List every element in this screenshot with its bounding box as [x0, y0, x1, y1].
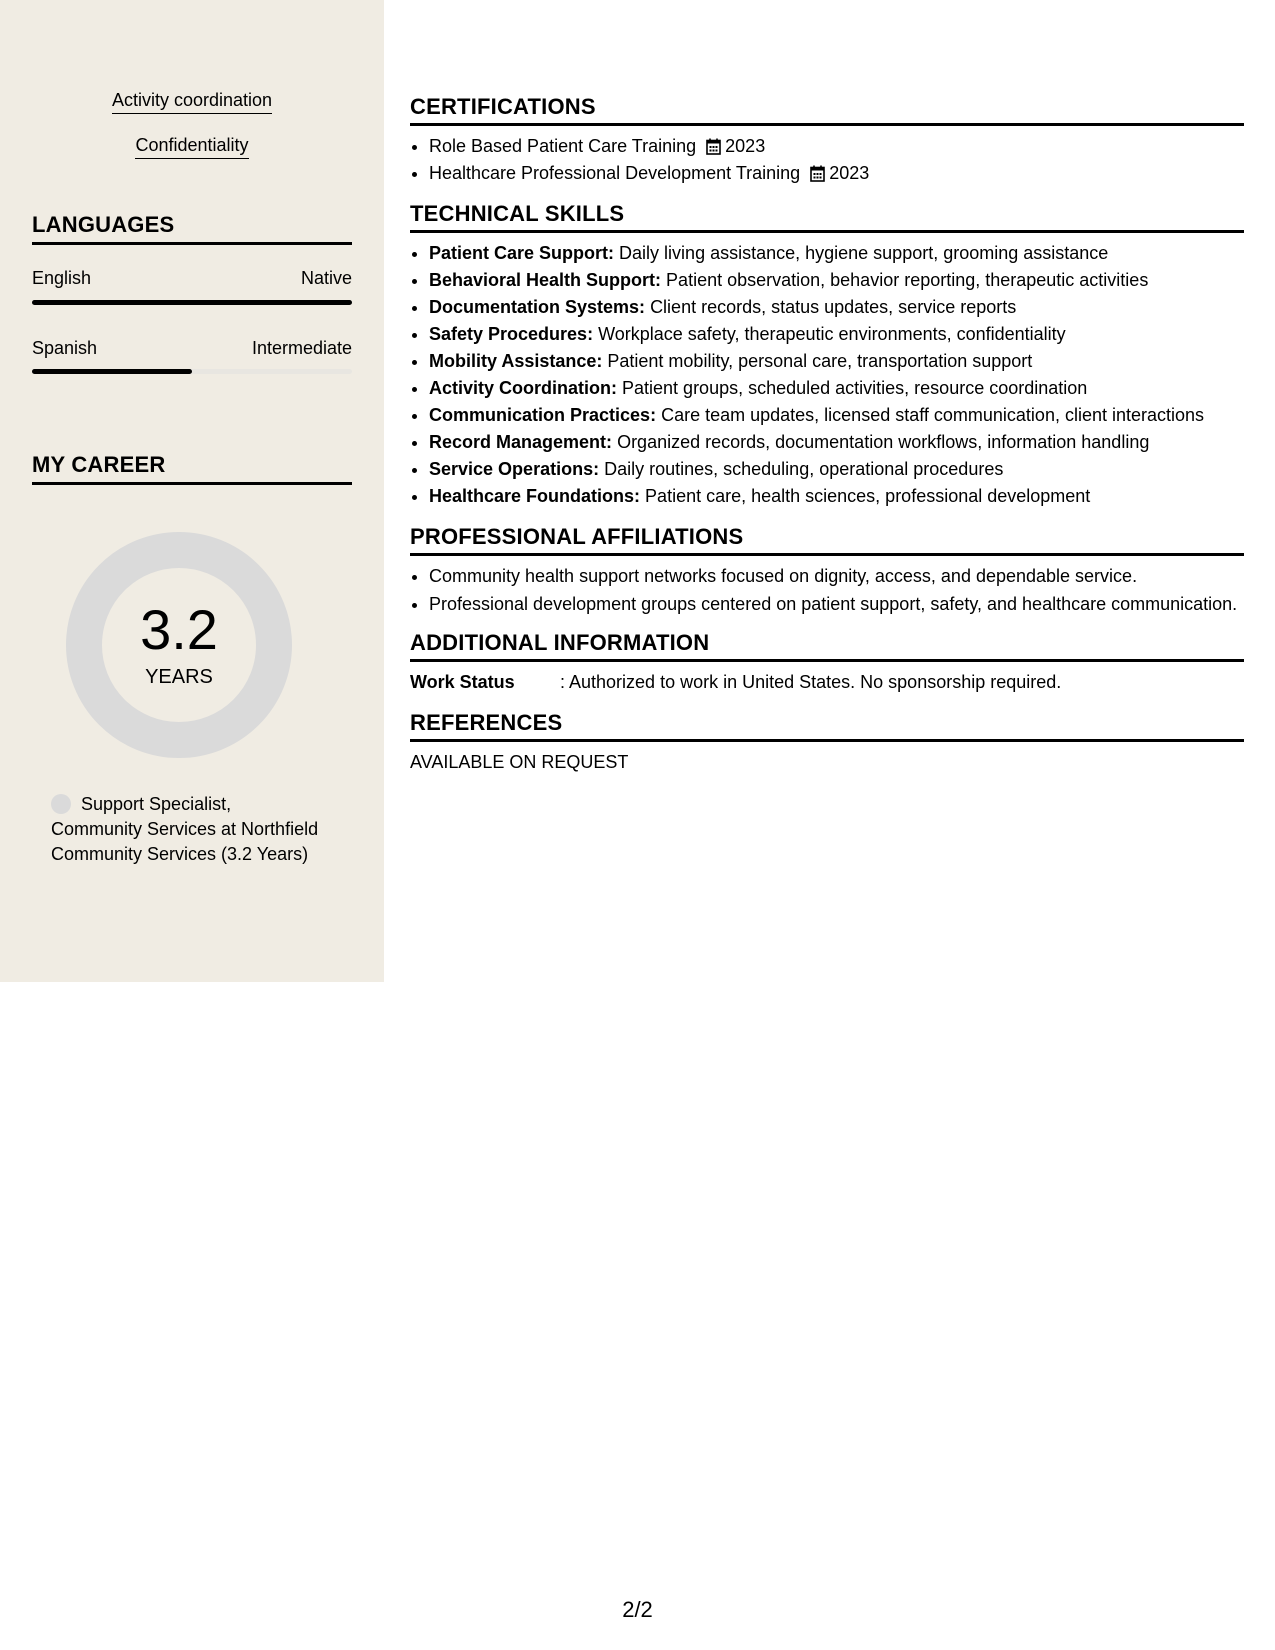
career-dot-icon — [51, 794, 71, 814]
skill-item: • Activity Coordination: Patient groups, scheduled activities, resource coordination — [429, 375, 1244, 402]
skill-item: • Documentation Systems: Client records, status updates, service reports — [429, 294, 1244, 321]
additional-info-title: ADDITIONAL INFORMATION — [410, 630, 1244, 662]
work-status-label: Work Status — [410, 672, 515, 692]
certification-item: • Role Based Patient Care Training 2023 — [429, 133, 1244, 160]
references-title: REFERENCES — [410, 710, 1244, 742]
language-name: English — [32, 268, 92, 288]
skill-tag: Activity coordination — [0, 88, 384, 114]
language-name: Spanish — [32, 338, 98, 358]
technical-skills-title: TECHNICAL SKILLS — [410, 201, 1244, 233]
language-proficiency-fill — [32, 300, 352, 305]
work-status-row — [410, 669, 1244, 696]
skill-item: • Healthcare Foundations: Patient care, health sciences, professional development — [429, 483, 1244, 510]
career-years-value: 3.2 — [140, 598, 218, 661]
sidebar — [0, 0, 384, 982]
affiliation-item: • Community health support networks focused on dignity, access, and dependable service. — [429, 563, 1244, 590]
affiliations-section — [410, 524, 1244, 616]
career-title: MY CAREER — [32, 452, 352, 485]
certification-item: • Healthcare Professional Development Training 2023 — [429, 160, 1244, 187]
affiliation-item: • Professional development groups centered on patient support, safety, and healthcare communication. — [429, 592, 1244, 616]
references-text: AVAILABLE ON REQUEST — [410, 752, 629, 772]
language-row — [32, 338, 352, 359]
languages-title: LANGUAGES — [32, 212, 352, 245]
language-proficiency-bar — [32, 300, 352, 305]
page-number: 2/2 — [622, 1597, 653, 1622]
language-level: Intermediate — [251, 338, 352, 358]
language-level: Native — [300, 268, 352, 288]
career-years-unit: YEARS — [145, 666, 213, 688]
language-row — [32, 268, 352, 289]
skill-item: • Communication Practices: Care team updates, licensed staff communication, client interactions — [429, 402, 1244, 429]
work-status-value: : Authorized to work in United States. No sponsorship required. — [560, 672, 1062, 692]
language-proficiency-fill — [32, 369, 192, 374]
calendar-icon — [706, 138, 721, 155]
skill-item: • Service Operations: Daily routines, scheduling, operational procedures — [429, 456, 1244, 483]
certifications-title: CERTIFICATIONS — [410, 94, 1244, 126]
skill-item: • Safety Procedures: Workplace safety, therapeutic environments, confidentiality — [429, 321, 1244, 348]
skill-item: • Record Management: Organized records, documentation workflows, information handling — [429, 429, 1244, 456]
main-content — [410, 94, 1244, 787]
skill-item: • Behavioral Health Support: Patient observation, behavior reporting, therapeutic activities — [429, 267, 1244, 294]
additional-info-section — [410, 630, 1244, 696]
calendar-icon — [810, 165, 825, 182]
references-section — [410, 710, 1244, 773]
skill-item: • Mobility Assistance: Patient mobility, personal care, transportation support — [429, 348, 1244, 375]
technical-skills-section — [410, 201, 1244, 510]
affiliations-title: PROFESSIONAL AFFILIATIONS — [410, 524, 1244, 556]
skill-tag: Confidentiality — [0, 133, 384, 159]
language-proficiency-bar — [32, 369, 352, 374]
certifications-section — [410, 94, 1244, 187]
skill-item: • Patient Care Support: Daily living assistance, hygiene support, grooming assistance — [429, 240, 1244, 267]
career-entry: Support Specialist, Community Services at Northfield Community Services (3.2 Years) — [51, 794, 319, 864]
